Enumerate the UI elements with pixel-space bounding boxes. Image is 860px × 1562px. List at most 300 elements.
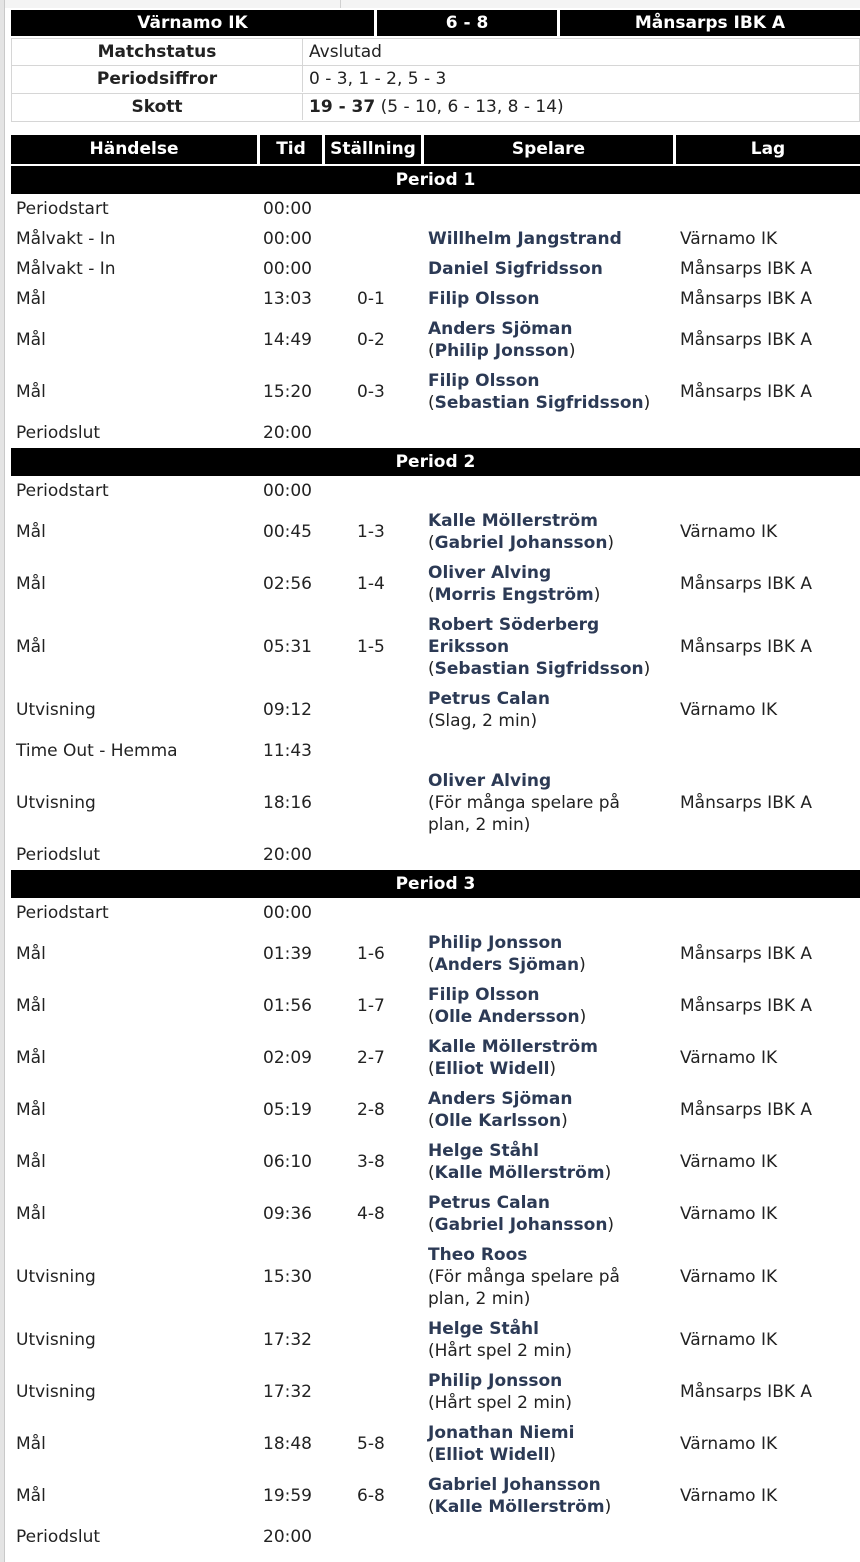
event-team: Månsarps IBK A (680, 944, 813, 964)
paren-close: ) (593, 585, 601, 605)
event-players (428, 736, 678, 766)
event-time: 00:00 (263, 903, 312, 923)
event-score: 1-4 (357, 574, 385, 594)
event-players (428, 194, 678, 224)
column-header-event: Händelse (11, 135, 257, 164)
event-type: Mål (16, 1434, 46, 1454)
event-players (428, 1084, 678, 1136)
player-block (428, 1140, 611, 1184)
event-time: 14:49 (263, 330, 312, 350)
event-score: 5-8 (357, 1434, 385, 1454)
assist-line (428, 1214, 614, 1236)
event-score (357, 736, 417, 766)
player-block (428, 288, 539, 310)
event-score: 1-7 (357, 996, 385, 1016)
assist-player-link[interactable]: Elliot Widell (434, 1059, 550, 1079)
event-team (680, 194, 860, 224)
event-type: Mål (16, 330, 46, 350)
event-time: 01:39 (263, 944, 312, 964)
event-score: 3-8 (357, 1152, 385, 1172)
event-score: 2-7 (357, 1048, 385, 1068)
player-link[interactable]: Filip Olsson (428, 289, 540, 309)
event-players (428, 684, 678, 736)
event-type: Mål (16, 522, 46, 542)
event-players (428, 314, 678, 366)
browser-top-strip (0, 0, 860, 8)
away-team-name[interactable]: Månsarps IBK A (560, 10, 860, 36)
event-time: 00:00 (263, 229, 312, 249)
player-link[interactable]: Filip Olsson (428, 371, 540, 391)
assist-player-link[interactable]: Olle Andersson (434, 1007, 580, 1027)
event-players (428, 254, 678, 284)
event-type: Mål (16, 1152, 46, 1172)
paren-open: ( (428, 1215, 435, 1235)
paren-open: ( (428, 341, 435, 361)
info-row-status (11, 38, 860, 66)
event-players (428, 1366, 678, 1418)
event-type: Mål (16, 996, 46, 1016)
event-time: 15:30 (263, 1267, 312, 1287)
event-type: Utvisning (16, 700, 96, 720)
event-players (428, 898, 678, 928)
event-row (11, 506, 860, 558)
assist-player-link[interactable]: Morris Engström (434, 585, 594, 605)
paren-open: ( (428, 533, 435, 553)
event-players (428, 1418, 678, 1470)
event-row (11, 476, 860, 506)
player-block (428, 258, 603, 280)
info-value-text: 0 - 3, 1 - 2, 5 - 3 (309, 69, 447, 89)
home-team-name[interactable]: Värnamo IK (11, 10, 374, 36)
match-info-table (11, 38, 860, 122)
event-time: 11:43 (263, 741, 312, 761)
event-time: 00:00 (263, 199, 312, 219)
event-team (680, 418, 860, 448)
event-type: Periodslut (16, 1527, 101, 1547)
event-row (11, 1084, 860, 1136)
player-block (428, 932, 586, 976)
event-type: Periodslut (16, 423, 101, 443)
column-header-time: Tid (260, 135, 322, 164)
event-team (680, 736, 860, 766)
column-header-score: Ställning (325, 135, 421, 164)
assist-line (428, 1496, 611, 1518)
player-link[interactable]: Daniel Sigfridsson (428, 259, 603, 279)
paren-close: ) (643, 659, 651, 679)
event-score (357, 766, 417, 840)
event-players (428, 366, 678, 418)
paren-open: ( (428, 393, 435, 413)
event-score (357, 1240, 417, 1314)
event-team: Värnamo IK (680, 1048, 778, 1068)
event-team: Månsarps IBK A (680, 996, 813, 1016)
info-value-text: Avslutad (309, 42, 382, 62)
event-row (11, 224, 860, 254)
event-players (428, 224, 678, 254)
assist-line (428, 532, 614, 554)
player-block (428, 1370, 572, 1414)
event-row (11, 284, 860, 314)
player-link[interactable]: Anders Sjöman (428, 1089, 573, 1109)
event-score: 2-8 (357, 1100, 385, 1120)
event-score: 0-3 (357, 382, 385, 402)
assist-line (428, 392, 650, 414)
event-team: Värnamo IK (680, 1434, 778, 1454)
event-time: 01:56 (263, 996, 312, 1016)
assist-player-link[interactable]: Sebastian Sigfridsson (434, 393, 644, 413)
event-time: 00:00 (263, 481, 312, 501)
event-score: 1-3 (357, 522, 385, 542)
event-players (428, 1032, 678, 1084)
event-row (11, 736, 860, 766)
event-team: Månsarps IBK A (680, 637, 813, 657)
event-score: 0-2 (357, 330, 385, 350)
paren-close: ) (549, 1059, 557, 1079)
paren-open: ( (428, 955, 435, 975)
paren-close: ) (607, 1215, 615, 1235)
event-team: Månsarps IBK A (680, 330, 813, 350)
match-score-header (11, 10, 860, 36)
paren-close: ) (643, 393, 651, 413)
event-players (428, 1522, 678, 1552)
player-link[interactable]: Robert Söderberg (428, 615, 600, 635)
event-time: 09:36 (263, 1204, 312, 1224)
player-block (428, 614, 650, 680)
player-link[interactable]: Philip Jonsson (428, 1371, 563, 1391)
period-header: Period 3 (11, 870, 860, 898)
assist-player-link[interactable]: Kalle Möllerström (434, 1497, 605, 1517)
event-time: 20:00 (263, 423, 312, 443)
event-row (11, 898, 860, 928)
event-team: Månsarps IBK A (680, 793, 813, 813)
event-row (11, 314, 860, 366)
event-score (357, 1522, 417, 1552)
event-time: 17:32 (263, 1330, 312, 1350)
event-type: Mål (16, 289, 46, 309)
event-players (428, 418, 678, 448)
player-link[interactable]: Oliver Alving (428, 563, 552, 583)
event-type: Periodstart (16, 199, 109, 219)
event-row (11, 840, 860, 870)
event-players (428, 1188, 678, 1240)
event-row (11, 1240, 860, 1314)
info-label: Periodsiffror (12, 66, 303, 92)
event-players (428, 610, 678, 684)
event-type: Utvisning (16, 1267, 96, 1287)
event-team: Värnamo IK (680, 1267, 778, 1287)
event-time: 18:16 (263, 793, 312, 813)
event-team: Månsarps IBK A (680, 259, 813, 279)
paren-close: ) (604, 1163, 612, 1183)
player-link[interactable]: Willhelm Jangstrand (428, 229, 622, 249)
assist-line (428, 1110, 572, 1132)
info-value (309, 94, 564, 120)
event-team: Värnamo IK (680, 1204, 778, 1224)
event-score: 0-1 (357, 289, 385, 309)
event-row (11, 366, 860, 418)
player-block (428, 1244, 620, 1310)
event-score: 1-5 (357, 637, 385, 657)
event-score: 6-8 (357, 1486, 385, 1506)
penalty-detail: (Hårt spel 2 min) (428, 1341, 573, 1361)
event-row (11, 1136, 860, 1188)
event-time: 02:56 (263, 574, 312, 594)
player-block (428, 1192, 614, 1236)
player-block (428, 984, 586, 1028)
event-row (11, 1470, 860, 1522)
assist-player-link[interactable]: Olle Karlsson (434, 1111, 562, 1131)
event-row (11, 684, 860, 736)
penalty-detail: (Hårt spel 2 min) (428, 1393, 573, 1413)
player-link[interactable]: Petrus Calan (428, 689, 550, 709)
event-team (680, 840, 860, 870)
event-team: Månsarps IBK A (680, 289, 813, 309)
event-players (428, 928, 678, 980)
event-row (11, 1314, 860, 1366)
paren-open: ( (428, 1007, 435, 1027)
event-row (11, 418, 860, 448)
event-type: Mål (16, 382, 46, 402)
event-time: 17:32 (263, 1382, 312, 1402)
event-time: 19:59 (263, 1486, 312, 1506)
event-score (357, 684, 417, 736)
paren-close: ) (561, 1111, 568, 1131)
event-players (428, 506, 678, 558)
event-players (428, 284, 678, 314)
event-row (11, 980, 860, 1032)
player-block (428, 688, 550, 732)
paren-open: ( (428, 1497, 435, 1517)
event-type: Utvisning (16, 793, 96, 813)
event-type: Målvakt - In (16, 229, 116, 249)
period-header: Period 2 (11, 448, 860, 476)
event-team: Månsarps IBK A (680, 574, 813, 594)
event-time: 00:00 (263, 259, 312, 279)
player-block (428, 228, 622, 250)
event-players (428, 766, 678, 840)
event-row (11, 766, 860, 840)
event-type: Time Out - Hemma (16, 741, 178, 761)
info-label: Matchstatus (12, 39, 303, 65)
player-link[interactable]: Oliver Alving (428, 771, 552, 791)
event-score (357, 194, 417, 224)
player-link[interactable]: Helge Ståhl (428, 1319, 539, 1339)
event-row (11, 1366, 860, 1418)
event-team: Värnamo IK (680, 229, 778, 249)
assist-player-link[interactable]: Elliot Widell (434, 1445, 550, 1465)
event-time: 20:00 (263, 845, 312, 865)
event-score (357, 418, 417, 448)
event-row (11, 194, 860, 224)
player-block (428, 1088, 572, 1132)
event-row (11, 610, 860, 684)
event-time: 18:48 (263, 1434, 312, 1454)
player-block (428, 370, 650, 414)
paren-open: ( (428, 585, 435, 605)
player-block (428, 510, 614, 554)
event-row (11, 1032, 860, 1084)
event-team: Månsarps IBK A (680, 1382, 813, 1402)
paren-open: ( (428, 1059, 435, 1079)
event-type: Mål (16, 944, 46, 964)
event-type: Mål (16, 574, 46, 594)
info-label: Skott (12, 94, 303, 120)
event-row (11, 558, 860, 610)
penalty-detail: plan, 2 min) (428, 1289, 531, 1309)
event-players (428, 1240, 678, 1314)
event-score (357, 1366, 417, 1418)
event-score (357, 898, 417, 928)
event-type: Mål (16, 1048, 46, 1068)
player-link[interactable]: Eriksson (428, 637, 510, 657)
event-time: 09:12 (263, 700, 312, 720)
assist-player-link[interactable]: Gabriel Johansson (434, 533, 608, 553)
event-row (11, 928, 860, 980)
event-time: 06:10 (263, 1152, 312, 1172)
event-team (680, 476, 860, 506)
page-left-edge-line (4, 0, 5, 1562)
player-block (428, 1318, 572, 1362)
event-row (11, 1522, 860, 1552)
top-strip-divider (340, 0, 341, 8)
player-block (428, 318, 576, 362)
event-team: Värnamo IK (680, 1486, 778, 1506)
penalty-detail: (Slag, 2 min) (428, 711, 538, 731)
player-block (428, 1422, 574, 1466)
event-score (357, 1314, 417, 1366)
player-link[interactable]: Kalle Möllerström (428, 511, 598, 531)
assist-line (428, 584, 600, 606)
event-type: Utvisning (16, 1382, 96, 1402)
assist-line (428, 658, 650, 680)
event-players (428, 1470, 678, 1522)
event-row (11, 1188, 860, 1240)
paren-close: ) (579, 1007, 587, 1027)
assist-line (428, 1058, 598, 1080)
event-players (428, 558, 678, 610)
info-value (309, 66, 446, 92)
penalty-detail: plan, 2 min) (428, 815, 531, 835)
event-type: Periodstart (16, 903, 109, 923)
event-score (357, 840, 417, 870)
penalty-detail: (För många spelare på (428, 1267, 620, 1287)
event-time: 20:00 (263, 1527, 312, 1547)
info-value-bold: 19 - 37 (309, 97, 376, 117)
paren-close: ) (607, 533, 615, 553)
event-row (11, 1418, 860, 1470)
event-players (428, 476, 678, 506)
event-type: Målvakt - In (16, 259, 116, 279)
paren-open: ( (428, 1163, 435, 1183)
event-players (428, 1136, 678, 1188)
assist-player-link[interactable]: Philip Jonsson (434, 341, 569, 361)
info-row-shots (11, 94, 860, 122)
event-score: 4-8 (357, 1204, 385, 1224)
event-type: Mål (16, 1100, 46, 1120)
event-type: Utvisning (16, 1330, 96, 1350)
paren-close: ) (579, 955, 586, 975)
event-score (357, 476, 417, 506)
period-header: Period 1 (11, 166, 860, 194)
event-players (428, 980, 678, 1032)
player-link[interactable]: Gabriel Johansson (428, 1475, 601, 1495)
event-time: 13:03 (263, 289, 312, 309)
info-value (309, 39, 382, 65)
assist-line (428, 340, 576, 362)
info-row-period-scores (11, 66, 860, 94)
event-score (357, 224, 417, 254)
event-time: 02:09 (263, 1048, 312, 1068)
event-type: Mål (16, 637, 46, 657)
assist-line (428, 1162, 611, 1184)
event-team (680, 1522, 860, 1552)
assist-player-link[interactable]: Sebastian Sigfridsson (434, 659, 644, 679)
player-link[interactable]: Philip Jonsson (428, 933, 563, 953)
event-time: 00:45 (263, 522, 312, 542)
player-link[interactable]: Helge Ståhl (428, 1141, 539, 1161)
event-time: 05:31 (263, 637, 312, 657)
assist-line (428, 1006, 586, 1028)
event-team: Värnamo IK (680, 1152, 778, 1172)
player-link[interactable]: Anders Sjöman (428, 319, 573, 339)
assist-player-link[interactable]: Gabriel Johansson (434, 1215, 608, 1235)
player-link[interactable]: Theo Roos (428, 1245, 528, 1265)
event-players (428, 1314, 678, 1366)
event-team (680, 898, 860, 928)
event-team: Värnamo IK (680, 700, 778, 720)
event-type: Mål (16, 1204, 46, 1224)
player-link[interactable]: Kalle Möllerström (428, 1037, 598, 1057)
event-team: Värnamo IK (680, 522, 778, 542)
event-team: Värnamo IK (680, 1330, 778, 1350)
column-header-team: Lag (676, 135, 860, 164)
player-block (428, 1474, 611, 1518)
column-header-player: Spelare (424, 135, 673, 164)
event-score (357, 254, 417, 284)
final-score: 6 - 8 (377, 10, 557, 36)
event-row (11, 254, 860, 284)
player-block (428, 770, 620, 836)
event-type: Mål (16, 1486, 46, 1506)
event-type: Periodslut (16, 845, 101, 865)
assist-line (428, 954, 586, 976)
paren-open: ( (428, 1111, 435, 1131)
events-table-header (11, 135, 860, 164)
player-block (428, 562, 600, 606)
paren-close: ) (604, 1497, 612, 1517)
event-time: 05:19 (263, 1100, 312, 1120)
assist-player-link[interactable]: Anders Sjöman (434, 955, 580, 975)
paren-open: ( (428, 659, 435, 679)
event-score: 1-6 (357, 944, 385, 964)
player-link[interactable]: Jonathan Niemi (428, 1423, 575, 1443)
paren-close: ) (568, 341, 576, 361)
player-link[interactable]: Petrus Calan (428, 1193, 550, 1213)
event-team: Månsarps IBK A (680, 382, 813, 402)
event-team: Månsarps IBK A (680, 1100, 813, 1120)
paren-close: ) (549, 1445, 557, 1465)
event-players (428, 840, 678, 870)
player-link[interactable]: Filip Olsson (428, 985, 540, 1005)
event-time: 15:20 (263, 382, 312, 402)
info-value-text: (5 - 10, 6 - 13, 8 - 14) (375, 97, 564, 117)
assist-line (428, 1444, 574, 1466)
paren-open: ( (428, 1445, 435, 1465)
event-type: Periodstart (16, 481, 109, 501)
player-block (428, 1036, 598, 1080)
assist-player-link[interactable]: Kalle Möllerström (434, 1163, 605, 1183)
penalty-detail: (För många spelare på (428, 793, 620, 813)
